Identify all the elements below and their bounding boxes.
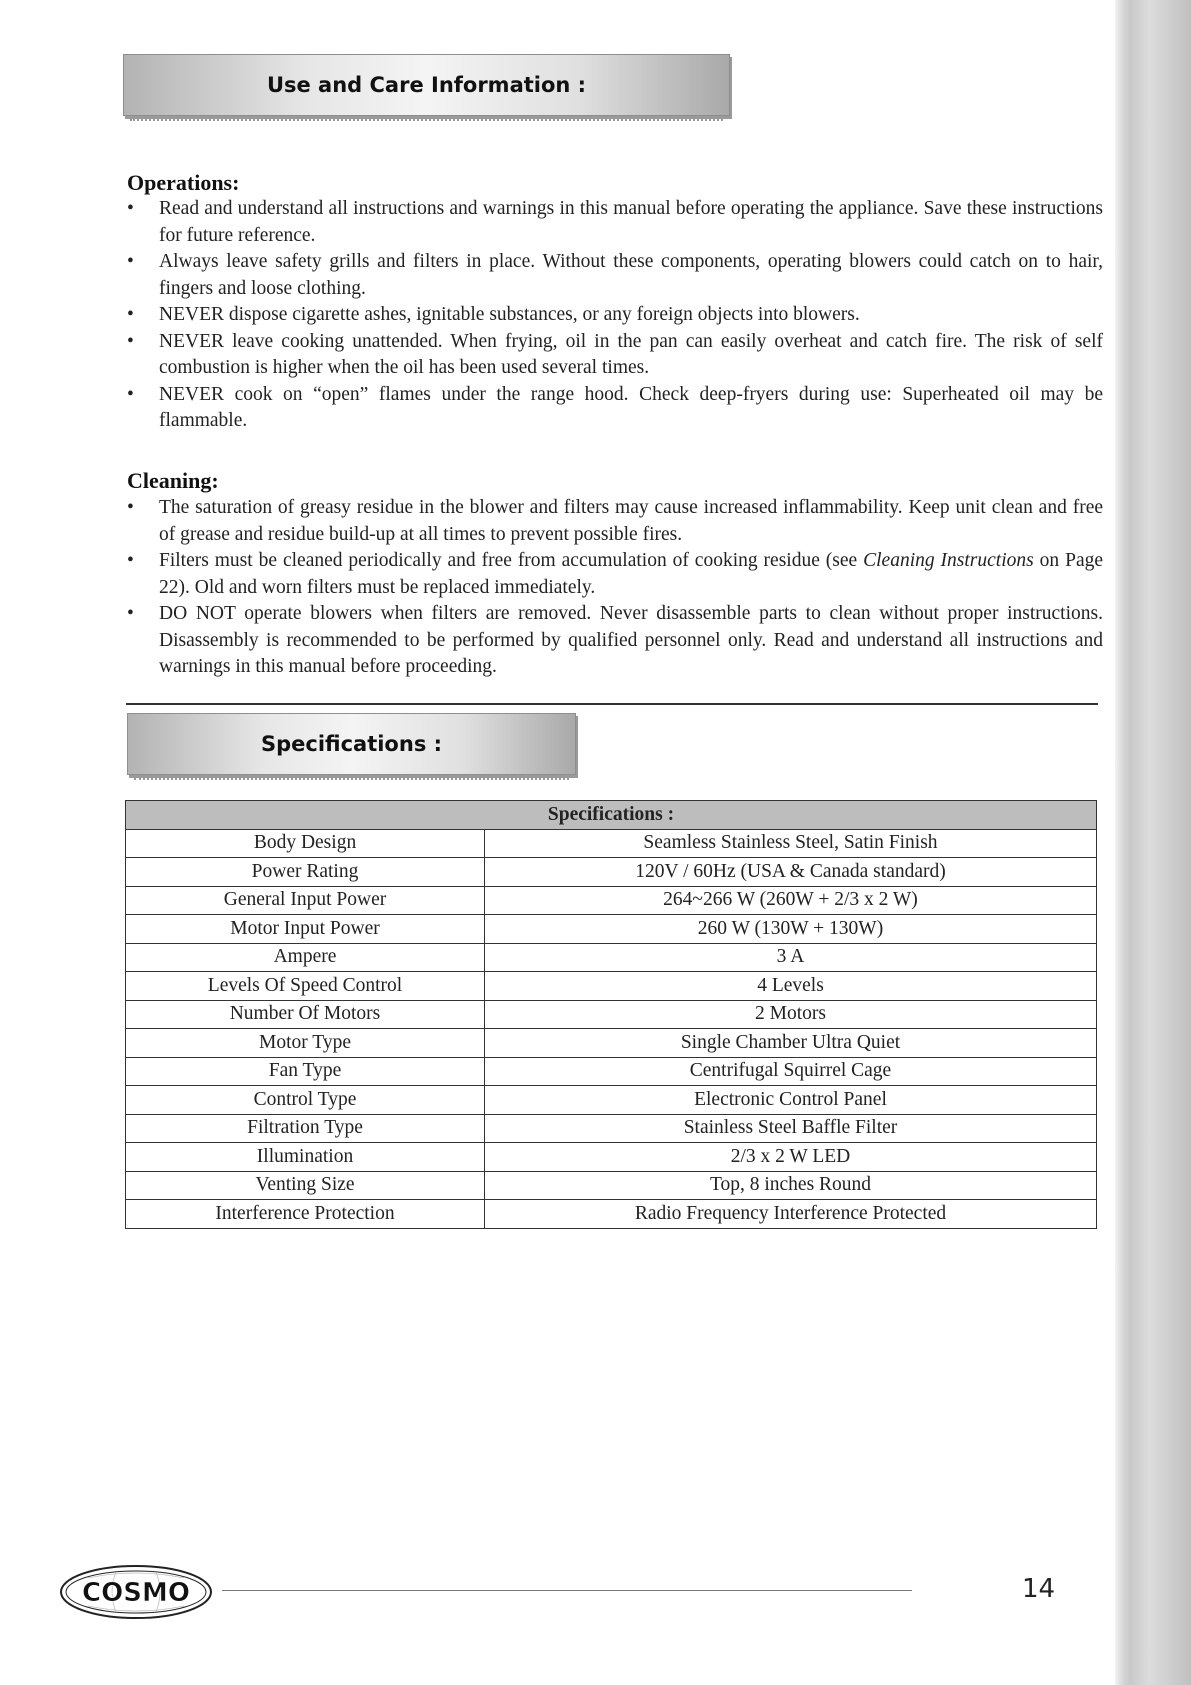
spec-label-cell: General Input Power [126, 886, 485, 915]
table-row [126, 1057, 1097, 1086]
use-and-care-banner [123, 54, 730, 116]
table-row [126, 1143, 1097, 1172]
spec-label-cell: Interference Protection [126, 1200, 485, 1229]
use-and-care-banner-title: Use and Care Information : [266, 73, 587, 97]
spec-label-cell: Number Of Motors [126, 1000, 485, 1029]
cosmo-logo-text: COSMO [82, 1578, 190, 1608]
spec-value-cell: 264~266 W (260W + 2/3 x 2 W) [485, 886, 1097, 915]
table-row [126, 1200, 1097, 1229]
spec-value-cell: 260 W (130W + 130W) [485, 915, 1097, 944]
bullet-icon: • [127, 550, 134, 571]
table-row [126, 829, 1097, 858]
list-item-text: NEVER leave cooking unattended. When frying, oil in the pan can easily overheat and catch fire. The risk of self combustion is higher when the oil has been used several times. [159, 330, 1103, 378]
spec-label-cell: Power Rating [126, 858, 485, 887]
table-row [126, 943, 1097, 972]
spec-value-cell: 3 A [485, 943, 1097, 972]
section-divider [126, 703, 1098, 705]
spec-label-cell: Body Design [126, 829, 485, 858]
list-item-text: NEVER cook on “open” flames under the range hood. Check deep-fryers during use: Superheated oil may be flammable. [159, 383, 1103, 431]
specifications-table [125, 800, 1097, 1229]
spec-value-cell: Seamless Stainless Steel, Satin Finish [485, 829, 1097, 858]
spec-label-cell: Ampere [126, 943, 485, 972]
list-item-text: Filters must be cleaned periodically and free from accumulation of cooking residue (see [159, 550, 864, 571]
table-row [126, 1171, 1097, 1200]
table-row [126, 1029, 1097, 1058]
list-item-text: on Page 22). Old and worn filters must be replaced immediately. [159, 550, 1104, 598]
list-item [127, 196, 1103, 249]
table-header: Specifications : [126, 801, 1097, 830]
table-header-row [126, 801, 1097, 830]
cleaning-list [127, 495, 1103, 681]
table-body [126, 829, 1097, 1228]
list-item [127, 249, 1103, 302]
spec-value-cell: Electronic Control Panel [485, 1086, 1097, 1115]
bullet-icon: • [127, 497, 134, 518]
specifications-banner-title: Specifications : [260, 732, 443, 756]
spec-label-cell: Motor Input Power [126, 915, 485, 944]
table-row [126, 1086, 1097, 1115]
list-item-text: Read and understand all instructions and warnings in this manual before operating the appliance. Save these instructions for future reference. [159, 198, 1103, 246]
bullet-icon: • [127, 198, 134, 219]
list-item-text: The saturation of greasy residue in the blower and filters may cause increased inflammability. Keep unit clean and free of grease and residue build-up at all times to prevent possible fires. [159, 497, 1103, 545]
footer-rule [222, 1590, 912, 1591]
bullet-icon: • [127, 304, 134, 325]
page-number: 14 [1022, 1574, 1056, 1604]
spec-label-cell: Venting Size [126, 1171, 485, 1200]
bullet-icon: • [127, 603, 134, 624]
spec-value-cell: Stainless Steel Baffle Filter [485, 1114, 1097, 1143]
bullet-icon: • [127, 251, 134, 272]
operations-list [127, 196, 1103, 435]
table-row [126, 972, 1097, 1001]
spec-label-cell: Control Type [126, 1086, 485, 1115]
bullet-icon: • [127, 330, 134, 352]
list-item-text: DO NOT operate blowers when filters are removed. Never disassemble parts to clean without proper instructions. Disassembly is recommended to be performed by qualified personnel only. Read and understand all instructions and warnings in this manual before proceeding. [159, 603, 1103, 677]
table-row [126, 1114, 1097, 1143]
list-item-emphasis: Cleaning Instructions [863, 550, 1034, 571]
spec-value-cell: Top, 8 inches Round [485, 1171, 1097, 1200]
spec-label-cell: Fan Type [126, 1057, 485, 1086]
spec-label-cell: Illumination [126, 1143, 485, 1172]
spec-value-cell: 120V / 60Hz (USA & Canada standard) [485, 858, 1097, 887]
operations-heading: Operations: [127, 170, 240, 195]
spec-value-cell: 2 Motors [485, 1000, 1097, 1029]
spec-value-cell: Radio Frequency Interference Protected [485, 1200, 1097, 1229]
list-item [127, 548, 1103, 601]
table-row [126, 915, 1097, 944]
cosmo-logo-icon [58, 1563, 214, 1621]
spec-value-cell: Single Chamber Ultra Quiet [485, 1029, 1097, 1058]
table-row [126, 858, 1097, 887]
spec-label-cell: Levels Of Speed Control [126, 972, 485, 1001]
cosmo-logo [58, 1563, 214, 1626]
bullet-icon: • [127, 383, 134, 405]
cleaning-heading: Cleaning: [127, 468, 219, 493]
list-item [127, 382, 1103, 435]
spec-label-cell: Motor Type [126, 1029, 485, 1058]
spec-value-cell: 4 Levels [485, 972, 1097, 1001]
spec-value-cell: 2/3 x 2 W LED [485, 1143, 1097, 1172]
list-item [127, 329, 1103, 382]
list-item [127, 601, 1103, 681]
spec-value-cell: Centrifugal Squirrel Cage [485, 1057, 1097, 1086]
spec-label-cell: Filtration Type [126, 1114, 485, 1143]
table-row [126, 1000, 1097, 1029]
list-item-text: Always leave safety grills and filters in place. Without these components, operating blowers could catch on to hair, fingers and loose clothing. [159, 251, 1103, 299]
decorative-side-strip [1115, 0, 1191, 1685]
table-row [126, 886, 1097, 915]
list-item-text: NEVER dispose cigarette ashes, ignitable substances, or any foreign objects into blowers. [159, 304, 860, 325]
list-item [127, 495, 1103, 548]
specifications-banner [127, 713, 576, 775]
list-item [127, 302, 1103, 329]
